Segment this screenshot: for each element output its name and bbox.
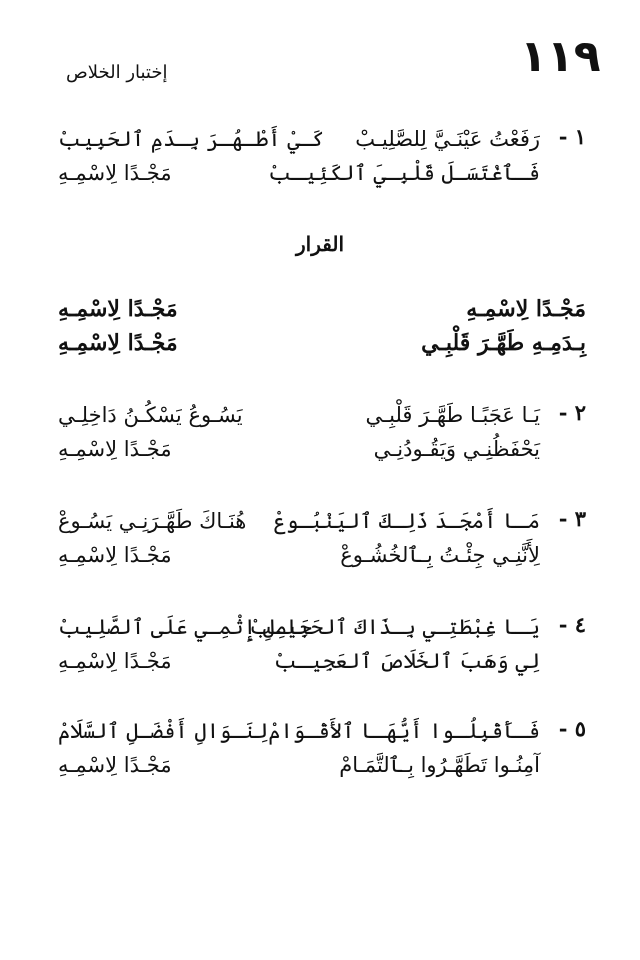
verse-first-hemistich: فَـٱغْتَسَـلَ قَلْبِـيَ ٱلكَئِيـبْ (268, 161, 540, 185)
verse-second-hemistich: مَجْـدًا لِاسْمِـهِ (58, 437, 172, 461)
verse-line (58, 646, 586, 680)
verse-first-hemistich: لِي وَهَبَ ٱلخَلَاصَ ٱلعَجِيـبْ (273, 649, 540, 673)
verse-1 (58, 124, 586, 192)
verse-line (58, 124, 586, 158)
verse-second-hemistich: هُنَـاكَ طَهَّـرَنِـي يَسُـوعْ (58, 509, 247, 533)
verse-first-hemistich: يَـا غِبْطَتِـي بِـذَاكَ ٱلحَبِيـبْ (249, 615, 540, 639)
verse-number: ٢ - (558, 400, 586, 425)
verse-first-hemistich: يَحْفَظُنِـي وَيَقُـودُنِـي (373, 437, 540, 461)
verse-second-hemistich: مَجْـدًا لِاسْمِـهِ (58, 161, 172, 185)
verse-line (58, 750, 586, 784)
verse-line (58, 158, 586, 192)
verse-first-hemistich: لِأَنَّنِـي جِئْـتُ بِـٱلخُشُـوعْ (340, 543, 540, 567)
chorus-second-hemistich: مَجْـدًا لِاسْمِـهِ (58, 296, 178, 322)
verse-3 (58, 506, 586, 574)
verse-second-hemistich: حَامِلِ إِثْمِـي عَلَى ٱلصَّلِيبْ (58, 615, 312, 639)
verse-second-hemistich: كَـيْ أَطْـهُـرَ بِـدَمِ ٱلحَبِيبْ (58, 127, 325, 151)
chorus-first-hemistich: مَجْـدًا لِاسْمِـهِ (466, 296, 586, 322)
chorus-line (58, 294, 586, 328)
chorus-line (58, 328, 586, 362)
verse-first-hemistich: فَـأَقْبِلُـوا أَيُّهَـا ٱلأَقْـوَامْ (268, 719, 540, 743)
verse-first-hemistich: يَـا عَجَبًـا طَهَّـرَ قَلْبِـي (365, 403, 540, 427)
verse-second-hemistich: لِنَـوَالِ أَفْضَـلِ ٱلسَّلَامْ (58, 719, 269, 743)
verse-first-hemistich: آمِنُـوا تَطَهَّـرُوا بِـٱلتَّمَـامْ (339, 753, 540, 777)
verse-second-hemistich: مَجْـدًا لِاسْمِـهِ (58, 753, 172, 777)
page-number: ١١٩ (520, 31, 601, 82)
chorus-title: القرار (295, 232, 345, 256)
verse-first-hemistich: مَـا أَمْجَـدَ ذَلِـكَ ٱليَنْبُـوعْ (273, 509, 540, 533)
chorus-first-hemistich: بِـدَمِـهِ طَهَّـرَ قَلْبِـي (421, 330, 586, 356)
verse-4 (58, 612, 586, 680)
verse-second-hemistich: مَجْـدًا لِاسْمِـهِ (58, 649, 172, 673)
verse-line (58, 506, 586, 540)
verse-line (58, 434, 586, 468)
book-title: إختبار الخلاص (66, 62, 168, 83)
verse-line (58, 612, 586, 646)
verse-second-hemistich: يَسُـوعُ يَسْكُـنُ دَاخِلِـي (58, 403, 243, 427)
chorus-second-hemistich: مَجْـدًا لِاسْمِـهِ (58, 330, 178, 356)
verse-line (58, 540, 586, 574)
verse-2 (58, 400, 586, 468)
verse-line (58, 716, 586, 750)
verse-number: ٥ - (558, 716, 586, 741)
verse-5 (58, 716, 586, 784)
chorus (58, 294, 586, 362)
verse-number: ١ - (558, 124, 586, 149)
verse-second-hemistich: مَجْـدًا لِاسْمِـهِ (58, 543, 172, 567)
verse-number: ٣ - (558, 506, 586, 531)
verse-first-hemistich: رَفَعْتُ عَيْنَـيَّ لِلصَّلِيـبْ (355, 127, 540, 151)
verse-number: ٤ - (558, 612, 586, 637)
verse-line (58, 400, 586, 434)
